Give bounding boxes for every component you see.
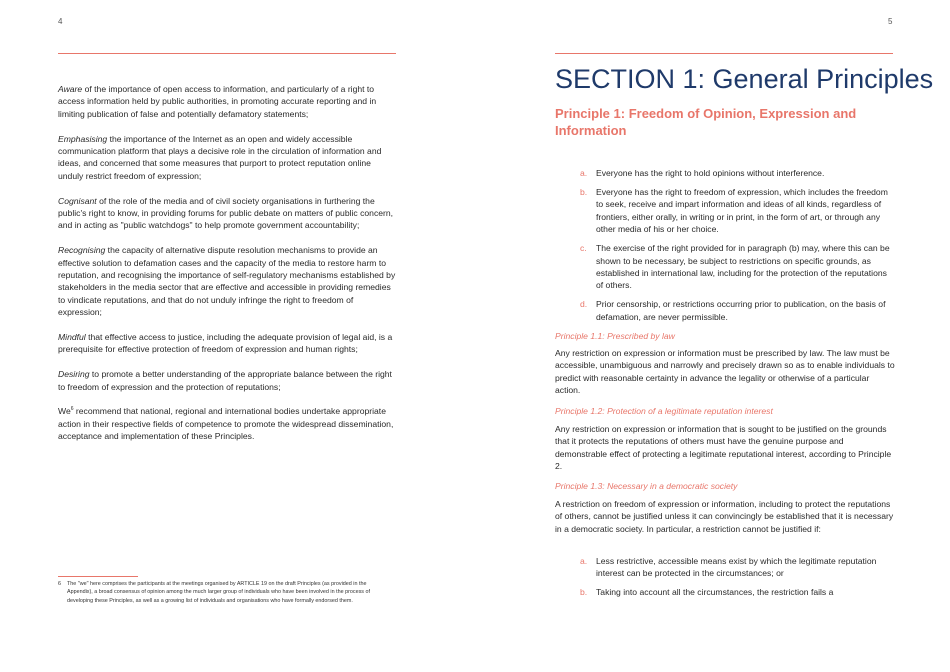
preamble-paragraph: Mindful that effective access to justice, including the adequate provision of legal aid, is a prerequisite for effective protection of freedom of expression and human rights; <box>58 332 393 355</box>
list-marker: b. <box>580 587 588 598</box>
header-rule-left <box>58 53 396 54</box>
preamble-paragraph: Cognisant of the role of the media and of civil society organisations in furthering the public's right to know, in providing forums for public debate on matters of public concern, and in acting as "public watchdogs" to help promote government accountability; <box>58 195 394 231</box>
list-marker: c. <box>580 243 587 254</box>
principle-1-1-heading: Principle 1.1: Prescribed by law <box>555 331 675 341</box>
recommendation-paragraph: We$^6$ recommend that national, regional and international bodies undertake appropriate action in their respective fields of competence to promote the widespread dissemination, acceptance and implementation of these Principles. <box>58 406 394 442</box>
footnote-text: The "we" here comprises the participants at the meetings organised by ARTICLE 19 on the draft Principles (as provided in the Appendix), a broad consensus of opinion among the much larger group of individuals who have been involved in the process of developing these Principles, as well as a growing list of individuals and organisations who have formally endorsed them. <box>67 581 370 604</box>
page-number-right: 5 <box>888 17 893 26</box>
list-item: c. The exercise of the right provided for in paragraph (b) may, where this can be shown to be necessary, be subject to restrictions on specific grounds, as established in international law, including for the protection of the reputations of others. <box>580 243 890 291</box>
header-rule-right <box>555 53 893 54</box>
list-marker: a. <box>580 556 588 566</box>
footnote <box>58 580 388 605</box>
list-item: b. Everyone has the right to freedom of expression, which includes the freedom to seek, receive and impart information and ideas of all kinds, regardless of frontiers, either orally, in writing or in print, in the form of art, or through any other media of his or her choice. <box>580 187 888 235</box>
principle-1-3-heading: Principle 1.3: Necessary in a democratic society <box>555 481 738 491</box>
lead-word: Aware <box>58 84 83 94</box>
principle-1-1-text: Any restriction on expression or information must be prescribed by law. The law must be accessible, unambiguous and narrowly and precisely drawn so as to enable individuals to predict with reasonable certainty in advance the legality or otherwise of a particular action. <box>555 348 895 396</box>
lead-word: Desiring <box>58 369 90 380</box>
lead-word: Cognisant <box>58 195 97 206</box>
section-title: SECTION 1: General Principles <box>555 64 934 94</box>
lead-word: Emphasising <box>58 133 108 144</box>
footnote-number: 6 <box>58 581 61 587</box>
footnote-rule <box>58 576 138 577</box>
principle-title: Principle 1: Freedom of Opinion, Expression and Information <box>555 106 857 138</box>
right-page <box>475 0 950 672</box>
principle-1-list <box>580 167 895 330</box>
lead-word: Recognising <box>58 245 106 256</box>
preamble-text <box>58 83 396 455</box>
page-number-left: 4 <box>58 17 63 26</box>
principle-1-3-list <box>580 555 895 605</box>
footnote-reference[interactable]: 6 <box>70 406 74 413</box>
preamble-paragraph: Emphasising the importance of the Internet as an open and widely accessible communication platform that plays a decisive role in the circulation of information and ideas, and concerned that some measures that purport to protect reputation online unduly restrict freedom of expression; <box>58 133 382 181</box>
principle-1-3-text: A restriction on freedom of expression or information, including to protect the reputations of others, cannot be justified unless it can convincingly be established that it is necessary in a democratic society. In particular, a restriction cannot be justified if: <box>555 499 894 534</box>
lead-word: Mindful <box>58 332 86 343</box>
list-marker: a. <box>580 168 588 178</box>
list-item: a. Everyone has the right to hold opinions without interference. <box>580 168 825 178</box>
list-marker: d. <box>580 299 588 310</box>
principle-1-2-text: Any restriction on expression or information that is sought to be justified on the grounds that it protects the reputations of others must have the genuine purpose and demonstrable effect of protecting a legitimate reputational interest, according to Principle 2. <box>555 424 892 472</box>
list-item: b. Taking into account all the circumstances, the restriction fails a <box>580 587 834 598</box>
list-marker: b. <box>580 187 588 197</box>
preamble-paragraph: Aware of the importance of open access to information, and particularly of a right to access information held by public authorities, in promoting accurate reporting and in limiting publication of false and potentially defamatory statements; <box>58 84 377 119</box>
list-item: a. Less restrictive, accessible means exist by which the legitimate reputation interest can be protected in the circumstances; or <box>580 556 877 579</box>
principle-1-2-heading: Principle 1.2: Protection of a legitimate reputation interest <box>555 406 773 416</box>
preamble-paragraph: Recognising the capacity of alternative dispute resolution mechanisms to provide an effective solution to defamation cases and the capacity of the media to restore harm to reputation, and recognising the importance of self-regulatory mechanisms established by stakeholders in the media sector that are effective and accessible in providing remedies to vindicate reputations, and that do not unduly infringe the right to freedom of expression; <box>58 245 396 318</box>
list-item: d. Prior censorship, or restrictions occurring prior to publication, on the basis of defamation, are never permissible. <box>580 299 886 322</box>
preamble-paragraph: Desiring to promote a better understanding of the appropriate balance between the right to freedom of expression and the protection of reputations; <box>58 369 392 392</box>
